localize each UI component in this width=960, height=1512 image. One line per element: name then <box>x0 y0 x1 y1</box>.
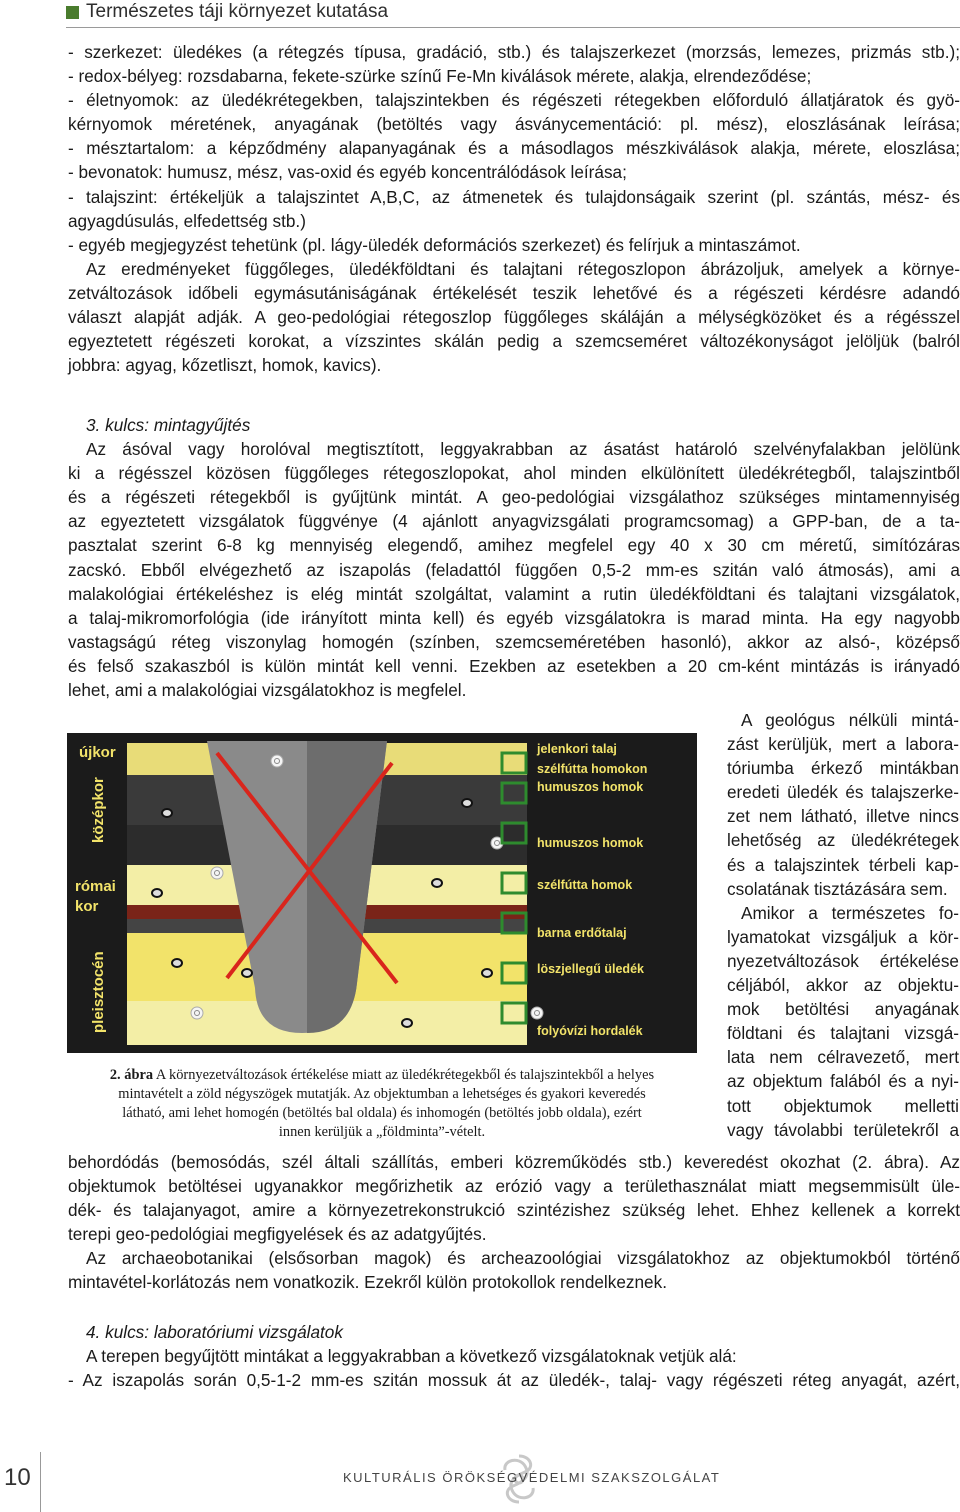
column-line: vagy távolabbi területekről a <box>727 1119 959 1140</box>
column-line: mok betöltési anyagának <box>727 999 959 1020</box>
layer-label: folyóvízi hordalék <box>537 1024 643 1038</box>
paragraph-line: terepi geo-pedológiai megfigyelések és az adatgyűjtés. <box>68 1224 487 1245</box>
paragraph-line: A terepen begyűjtött mintákat a leggyakrabban a következő vizsgálatoknak vetjük alá: <box>86 1346 737 1367</box>
paragraph-line: választ alapját adják. A geo-pedológiai rétegoszlop függőleges skáláján a mélységközöket és a régésszel <box>68 307 960 328</box>
snail-icon <box>191 1007 203 1019</box>
column-line: céljából, akkor az objektu- <box>727 975 959 996</box>
paragraph-line: és felső szakaszból is külön mintát kell venni. Ezekben az esetekben a 20 cm-ként mintázás is irányadó <box>68 655 960 676</box>
paragraph-line: malakológiai értékeléshez is elég mintát szolgáltat, valamint a rutin üledékföldtani és talajtani vizsgálatok, <box>68 583 960 604</box>
header-rule <box>66 27 960 28</box>
column-line: csolatának tisztázására sem. <box>727 878 948 899</box>
column-line: tott objektumok melletti <box>727 1095 959 1116</box>
column-line: földtani és talajtani vizsgá- <box>727 1023 959 1044</box>
page-number: 10 <box>4 1464 31 1491</box>
caption-text: mintavételt a zöld négyszögek mutatják. Az objektumban a lehetséges és gyakori keveredés <box>118 1086 646 1102</box>
paragraph-line: pasztalat szerint 6-8 kg mennyiség elegendő, amihez megfelel egy 40 x 30 cm méretű, simítózáras <box>68 535 960 556</box>
column-line: nyezetváltozások értékelése <box>727 950 959 971</box>
stone-icon <box>401 1018 413 1028</box>
stone-icon <box>151 888 163 898</box>
list-line: kérnyomok méretének, anyagának (betöltés vagy ásványcementáció: pl. mész), eloszlásának leírása; <box>68 114 960 135</box>
paragraph-line: lehet, ami a malakológiai vizsgálatokhoz is megfelel. <box>68 680 467 701</box>
paragraph-line: az egyeztetett vizsgálatok függvénye (4 ajánlott anyagvizsgálati programcsomag) a GPP-ban, de a ta- <box>68 511 960 532</box>
column-line: eredeti üledék és talajszerke- <box>727 782 959 803</box>
footer-rule <box>40 1452 41 1512</box>
paragraph-line: Az eredményeket függőleges, üledékföldtani és talajtani rétegoszlopon ábrázoljuk, amelyek a környe- <box>86 258 960 279</box>
running-header <box>0 0 960 24</box>
list-line: - redox-bélyeg: rozsdabarna, fekete-szürke színű Fe-Mn kiválások mérete, alakja, elrendeződése; <box>68 66 812 87</box>
list-line: - bevonatok: humusz, mész, vas-oxid és egyéb koncentrálódások leírása; <box>68 162 627 183</box>
paragraph-line: zetváltozások időbeli egymásutániságának értékelését teszik lehetővé és a régészeti kérdésre adandó <box>68 282 960 303</box>
layer-label: szélfútta homokon <box>537 762 648 776</box>
paragraph-line: jobbra: agyag, kőzetliszt, homok, kavics). <box>68 355 382 376</box>
layer-label: szélfútta homok <box>537 878 633 892</box>
side-column-text <box>727 708 959 1142</box>
paragraph-line: a talaj-mikromorfológia (ide irányított minta kell) és egyéb vizsgálatokra is marad minta. Ha egy nagyobb <box>68 607 960 628</box>
paragraph-line: zacskó. Ebből elvégezhető az iszapolás (feladattól függően 0,5-2 mm-es szitán való átmosás), ami a <box>68 559 960 580</box>
column-line: zet nem látható, illetve nincs <box>727 806 959 827</box>
column-line: és a talajszintek térbeli kap- <box>727 854 959 875</box>
paragraph-line: egyeztetett régészeti korokat, a vízszintes skálán pedig a szemcseméret változékonyságot jelöljük (balról <box>68 331 960 352</box>
stone-icon <box>431 878 443 888</box>
key3-section <box>68 413 960 702</box>
continuation-text <box>68 1150 960 1295</box>
stone-icon <box>461 798 473 808</box>
layer-label: humuszos homok <box>537 780 644 794</box>
stratigraphy-diagram <box>67 733 697 1053</box>
properties-list <box>68 40 960 377</box>
snail-icon <box>271 755 283 767</box>
key3-heading: 3. kulcs: mintagyűjtés <box>86 415 251 435</box>
paragraph-line: ki a régésszel közösen függőleges rétegoszlopokat, ahol minden elkülönített üledékrétegből, talajszintből <box>68 463 960 484</box>
column-line: tóriumba érkező mintákban <box>727 758 959 779</box>
column-line: A geológus nélküli mintá- <box>741 710 959 730</box>
caption-text: A környezetváltozások értékelése miatt az üledékrétegekből és talajszintekből a helyes <box>153 1067 655 1083</box>
caption-text: látható, ami lehet homogén (betöltés bal oldala) és inhomogén (betöltés jobb oldala), ezért <box>122 1105 642 1121</box>
figure-caption <box>67 1066 697 1142</box>
column-line: zást kerüljük, mert a labora- <box>727 734 959 755</box>
column-line: az objektum falából és a nyi- <box>727 1071 959 1092</box>
section-marker-square <box>66 6 79 19</box>
era-label: pleisztocén <box>90 951 107 1033</box>
column-line: lata nem célravezető, mert <box>727 1047 959 1068</box>
paragraph-line: és a régészeti rétegekből is gyűjtünk mintát. A geo-pedológiai vizsgálathoz szükséges mintamennyiség <box>68 487 960 508</box>
layer-label: humuszos homok <box>537 836 644 850</box>
publisher-name: KULTURÁLIS ÖRÖKSÉGVÉDELMI SZAKSZOLGÁLAT <box>343 1470 721 1485</box>
paragraph-line: behordódás (bemosódás, szél általi szállítás, emberi közreműködés stb.) keveredést okozhat (2. ábra). Az <box>68 1152 960 1172</box>
stone-icon <box>171 958 183 968</box>
era-label: római <box>75 878 116 895</box>
paragraph-line: Az ásóval vagy horolóval megtisztított, leggyakrabban az ásatást határoló szelvényfalakban jelölünk <box>86 439 960 460</box>
key4-heading: 4. kulcs: laboratóriumi vizsgálatok <box>86 1322 343 1342</box>
era-label: középkor <box>90 777 107 843</box>
section-title: Természetes táji környezet kutatása <box>86 1 389 22</box>
caption-text: innen kerüljük a „földminta”-vételt. <box>278 1124 486 1140</box>
key4-section <box>68 1320 960 1392</box>
list-line: - mésztartalom: a képződmény alapanyagának és a másodlagos mészkiválások alakja, mérete, eloszlása; <box>68 138 960 159</box>
era-label: kor <box>75 898 99 915</box>
stone-icon <box>241 968 253 978</box>
column-line: lehetőség az üledékrétegek <box>727 830 959 851</box>
list-line: - egyéb megjegyzést tehetünk (pl. lágy-üledék deformációs szerkezet) és felírjuk a mintaszámot. <box>68 234 801 255</box>
layer-label: barna erdőtalaj <box>537 926 627 940</box>
column-line: Amikor a természetes fo- <box>741 902 959 923</box>
stone-icon <box>481 968 493 978</box>
list-line: - életnyomok: az üledékrétegekben, talajszintekben és régészeti rétegekben előforduló állatjáratok és gyö- <box>68 90 960 111</box>
snail-icon <box>211 867 223 879</box>
paragraph-line: vastagságú réteg viszonylag homogén (színben, szemcseméretében hasonló), akkor az alsó-, középső <box>68 631 960 652</box>
layer-label: löszjellegű üledék <box>537 962 644 976</box>
layer-label: jelenkori talaj <box>537 742 617 756</box>
list-line: - szerkezet: üledékes (a rétegzés típusa, gradáció, stb.) és talajszerkezet (morzsás, lemezes, prizmás stb.); <box>68 42 960 62</box>
caption-label: 2. ábra <box>109 1067 154 1083</box>
column-line: lyamatokat vizsgáljuk a kör- <box>727 926 959 947</box>
paragraph-line: mintavétel-korlátozás nem vonatkozik. Ezekről külön protokollok rendelkeznek. <box>68 1272 667 1293</box>
paragraph-line: - Az iszapolás során 0,5-1-2 mm-es szitán mossuk át az üledék-, talaj- vagy régészeti réteg anyagát, azért, <box>68 1370 960 1391</box>
paragraph-line: objektumok betöltései ugyanakkor megőrizhetik az erózió vagy a területhasználat miatt megsemmisült üle- <box>68 1176 960 1197</box>
era-label: újkor <box>79 744 116 761</box>
snail-icon <box>531 1007 543 1019</box>
paragraph-line: Az archaeobotanikai (elsősorban magok) és archeazoológiai vizsgálatokhoz az objektumokból történő <box>86 1248 960 1269</box>
stone-icon <box>161 808 173 818</box>
list-line: - talajszint: értékeljük a talajszintet A,B,C, az átmenetek és tulajdonságaik szerint (pl. szántás, mész- és <box>68 186 960 207</box>
paragraph-line: dék- és talajanyagot, amire a környezetrekonstrukció szintézishez szükség lehet. Ehhez kellenek a korrekt <box>68 1200 960 1221</box>
list-line: agyagdúsulás, elfedettség stb.) <box>68 210 306 231</box>
stratigraphy-figure <box>67 733 697 1053</box>
